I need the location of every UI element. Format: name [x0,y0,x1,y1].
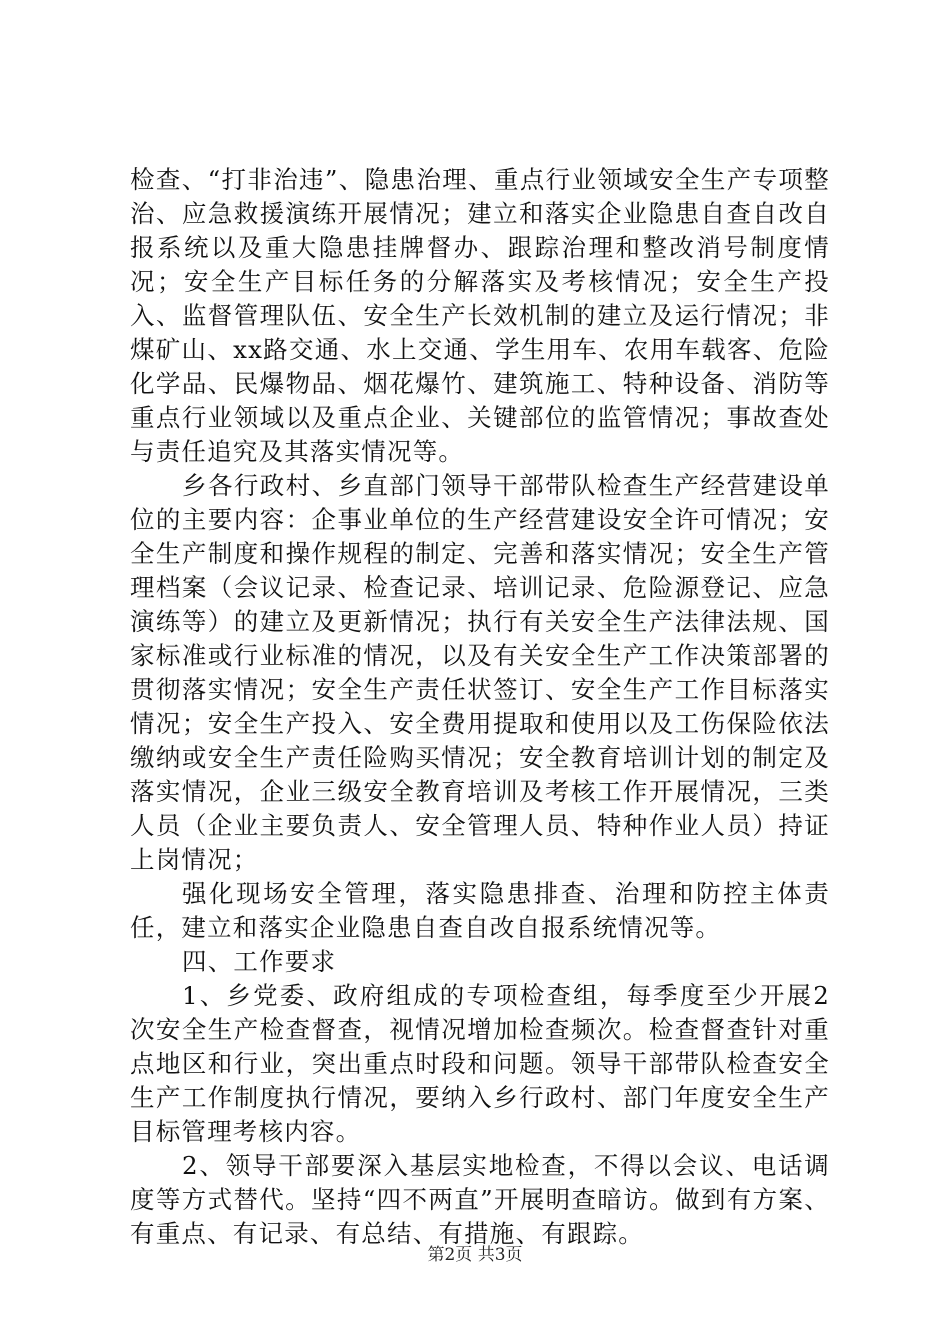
paragraph-inspection-items: 检查、“打非治违”、隐患治理、重点行业领域安全生产专项整治、应急救援演练开展情况；建立和落实企业隐患自查自改自报系统以及重大隐患挂牌督办、跟踪治理和整改消号制度情况；安全生产目标任务的分解落实及考核情况；安全生产投入、监督管理队伍、安全生产长效机制的建立及运行情况；非煤矿山、xx路交通、水上交通、学生用车、农用车载客、危险化学品、民爆物品、烟花爆竹、建筑施工、特种设备、消防等重点行业领域以及重点企业、关键部位的监管情况；事故查处与责任追究及其落实情况等。 [130,165,830,466]
paragraph-requirement-1: 1、乡党委、政府组成的专项检查组，每季度至少开展2次安全生产检查督查，视情况增加检查频次。检查督查针对重点地区和行业，突出重点时段和问题。领导干部带队检查安全生产工作制度执行情况，要纳入乡行政村、部门年度安全生产目标管理考核内容。 [130,981,830,1146]
paragraph-site-management: 强化现场安全管理，落实隐患排查、治理和防控主体责任，建立和落实企业隐患自查自改自报系统情况等。 [130,879,830,942]
page-number-footer: 第2页 共3页 [427,1245,523,1265]
section-heading-work-requirements: 四、工作要求 [182,947,337,976]
paragraph-village-inspection: 乡各行政村、乡直部门领导干部带队检查生产经营建设单位的主要内容：企事业单位的生产经营建设安全许可情况；安全生产制度和操作规程的制定、完善和落实情况；安全生产管理档案（会议记录、检查记录、培训记录、危险源登记、应急演练等）的建立及更新情况；执行有关安全生产法律法规、国家标准或行业标准的情况，以及有关安全生产工作决策部署的贯彻落实情况；安全生产责任状签订、安全生产工作目标落实情况；安全生产投入、安全费用提取和使用以及工伤保险依法缴纳或安全生产责任险购买情况；安全教育培训计划的制定及落实情况，企业三级安全教育培训及考核工作开展情况，三类人员（企业主要负责人、安全管理人员、特种作业人员）持证上岗情况； [130,471,830,874]
paragraph-requirement-2: 2、领导干部要深入基层实地检查，不得以会议、电话调度等方式替代。坚持“四不两直”开展明查暗访。做到有方案、有重点、有记录、有总结、有措施、有跟踪。 [130,1151,830,1248]
document-body [130,163,830,1251]
